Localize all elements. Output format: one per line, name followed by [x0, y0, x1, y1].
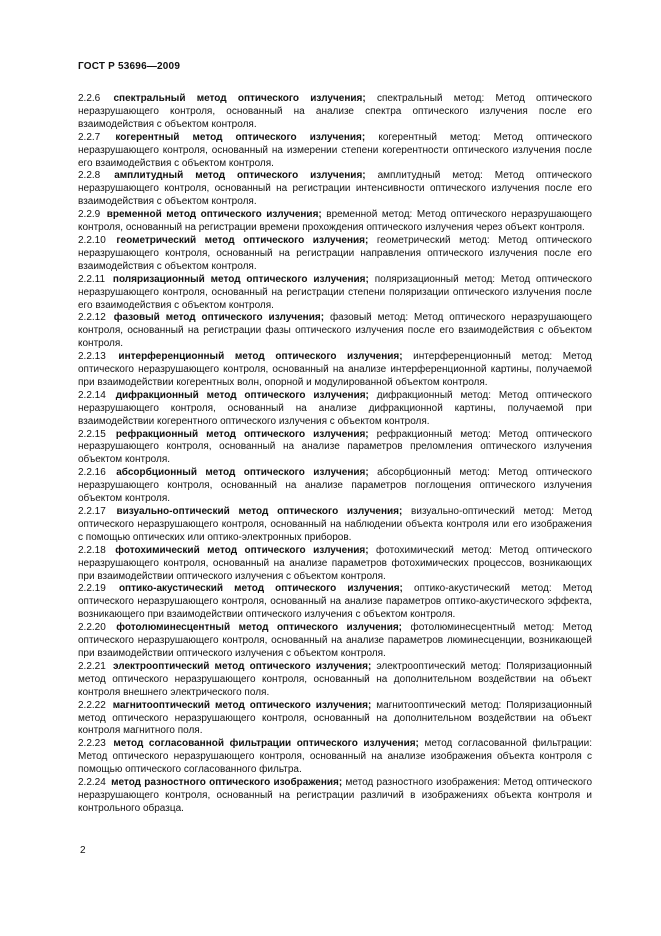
entry-number: 2.2.11 [78, 273, 106, 285]
definition-entry [78, 132, 592, 171]
entry-term: абсорбционный метод оптического излучения; [116, 467, 369, 479]
definition-entry [78, 700, 592, 739]
entry-term: дифракционный метод оптического излучения; [115, 389, 369, 401]
entry-number: 2.2.17 [78, 506, 106, 517]
definition-entry [78, 777, 592, 816]
entry-term: электрооптический метод оптического излучения; [112, 660, 372, 672]
entry-term: фазовый метод оптического излучения; [113, 312, 325, 324]
entry-definition: поляризационный метод: Метод оптического неразрушающего контроля, основанный на регистрации степени поляризации оптического излучения после его взаимодействия с объектом контроля. [78, 273, 593, 311]
entry-definition: визуально-оптический метод: Метод оптического неразрушающего контроля, основанный на наблюдении объекта контроля или его изображения с помощью оптических или оптико-электронных приборов. [78, 506, 592, 543]
entry-term: когерентный метод оптического излучения; [115, 131, 366, 143]
entry-number: 2.2.19 [78, 583, 106, 595]
entry-number: 2.2.16 [78, 467, 106, 479]
definition-entry [78, 545, 592, 584]
entry-definition: метод согласованной фильтрации: Метод оптического неразрушающего контроля, основанный на анализе изображения объекта контроля с помощью оптического согласованного фильтра. [78, 738, 593, 776]
entry-term: рефракционный метод оптического излучения; [115, 428, 369, 440]
entry-number: 2.2.14 [78, 389, 106, 401]
entry-number: 2.2.13 [78, 351, 106, 363]
entry-term: временной метод оптического излучения; [106, 209, 322, 221]
entry-number: 2.2.22 [78, 699, 106, 711]
entry-term: метод разностного оптического изображения; [111, 777, 343, 789]
definition-entry [78, 390, 592, 429]
entry-definition: дифракционный метод: Метод оптического неразрушающего контроля, основанный на анализе дифракционной картины, получаемой при взаимодействии когерентного оптического излучения с объектом контроля. [78, 389, 592, 427]
entry-definition: электрооптический метод: Поляризационный метод оптического неразрушающего контроля, основанный на дополнительном воздействии на объект контроля внешнего электрического поля. [78, 660, 592, 698]
entry-definition: метод разностного изображения: Метод оптического неразрушающего контроля, основанный на регистрации различий в изображениях объекта контроля и контрольного образца. [78, 777, 593, 814]
entry-term: поляризационный метод оптического излучения; [112, 273, 369, 285]
page-number: 2 [80, 845, 86, 856]
entry-number: 2.2.10 [78, 234, 106, 246]
entry-definition: геометрический метод: Метод оптического неразрушающего контроля, основанный на регистрации направления оптического излучения после его взаимодействия с объектом контроля. [78, 234, 592, 272]
entry-term: фотохимический метод оптического излучения; [115, 544, 369, 556]
entry-definition: фотолюминесцентный метод: Метод оптического неразрушающего контроля, основанный на анализе параметров люминесценции, возникающей при взаимодействии оптического излучения с объектом контроля. [78, 622, 593, 659]
entry-number: 2.2.8 [78, 170, 101, 182]
entry-definition: магнитооптический метод: Поляризационный метод оптического неразрушающего контроля, основанный на дополнительном воздействии на объект контроля магнитного поля. [78, 699, 592, 737]
document-header: ГОСТ Р 53696—2009 [78, 61, 181, 72]
entry-definition: спектральный метод: Метод оптического неразрушающего контроля, основанный на анализе спектра оптического излучения после его взаимодействия с объектом контроля. [78, 93, 593, 130]
entry-definition: временной метод: Метод оптического неразрушающего контроля, основанный на регистрации времени прохождения оптического излучения через объект контроля. [78, 209, 592, 234]
entry-number: 2.2.6 [78, 93, 101, 104]
entry-definition: фазовый метод: Метод оптического неразрушающего контроля, основанный на регистрации фазы оптического излучения после его взаимодействия с объектом контроля. [78, 312, 593, 350]
definition-entry [78, 467, 592, 506]
entry-number: 2.2.24 [78, 777, 106, 789]
definition-entry [78, 622, 592, 661]
entry-definition: абсорбционный метод: Метод оптического неразрушающего контроля, основанный на анализе параметров поглощения оптического излучения объектом контроля. [78, 467, 593, 505]
definition-entry [78, 312, 592, 351]
entry-definition: фотохимический метод: Метод оптического неразрушающего контроля, основанный на анализе параметров фотохимических процессов, возникающих при взаимодействии оптического излучения с объектом контроля. [78, 544, 593, 582]
entry-term: магнитооптический метод оптического излучения; [112, 699, 372, 711]
entry-number: 2.2.20 [78, 622, 106, 634]
entry-definition: интерференционный метод: Метод оптического неразрушающего контроля, основанный на анализе интерференционной картины, получаемой при взаимодействии когерентных волн, опорной и модулированной объектом контроля. [78, 351, 593, 388]
entry-number: 2.2.18 [78, 544, 106, 556]
entry-term: фотолюминесцентный метод оптического излучения; [116, 622, 403, 634]
entry-term: спектральный метод оптического излучения; [113, 93, 366, 104]
entry-term: визуально-оптический метод оптического излучения; [116, 506, 403, 517]
entry-definition: оптико-акустический метод: Метод оптического неразрушающего контроля, основанный на анализе параметров оптико-акустического эффекта, возникающего при взаимодействии оптического излучения с объектом контроля. [78, 583, 593, 621]
definitions-list [78, 93, 592, 816]
entry-term: интерференционный метод оптического излучения; [118, 351, 403, 363]
entry-term: амплитудный метод оптического излучения; [114, 170, 366, 182]
definition-entry [78, 93, 592, 132]
entry-number: 2.2.9 [78, 209, 101, 221]
entry-definition: когерентный метод: Метод оптического неразрушающего контроля, основанный на измерении степени когерентности оптического излучения после его взаимодействия с объектом контроля. [78, 131, 593, 169]
definition-entry [78, 583, 592, 622]
definition-entry [78, 274, 592, 313]
definition-entry [78, 170, 592, 209]
entry-term: геометрический метод оптического излучения; [116, 234, 369, 246]
definition-entry [78, 429, 592, 468]
entry-number: 2.2.23 [78, 738, 106, 750]
entry-definition: амплитудный метод: Метод оптического неразрушающего контроля, основанный на регистрации интенсивности оптического излучения после его взаимодействия с объектом контроля. [78, 170, 592, 208]
entry-number: 2.2.12 [78, 312, 106, 324]
entry-number: 2.2.7 [78, 131, 101, 143]
definition-entry [78, 351, 592, 390]
definition-entry [78, 235, 592, 274]
entry-term: метод согласованной фильтрации оптического излучения; [113, 738, 419, 750]
definition-entry [78, 506, 592, 545]
definition-entry [78, 209, 592, 235]
entry-term: оптико-акустический метод оптического излучения; [118, 583, 403, 595]
entry-number: 2.2.15 [78, 428, 106, 440]
definition-entry [78, 738, 592, 777]
definition-entry [78, 661, 592, 700]
entry-definition: рефракционный метод: Метод оптического неразрушающего контроля, основанный на анализе параметров преломления оптического излучения объектом контроля. [78, 428, 593, 466]
entry-number: 2.2.21 [78, 660, 106, 672]
